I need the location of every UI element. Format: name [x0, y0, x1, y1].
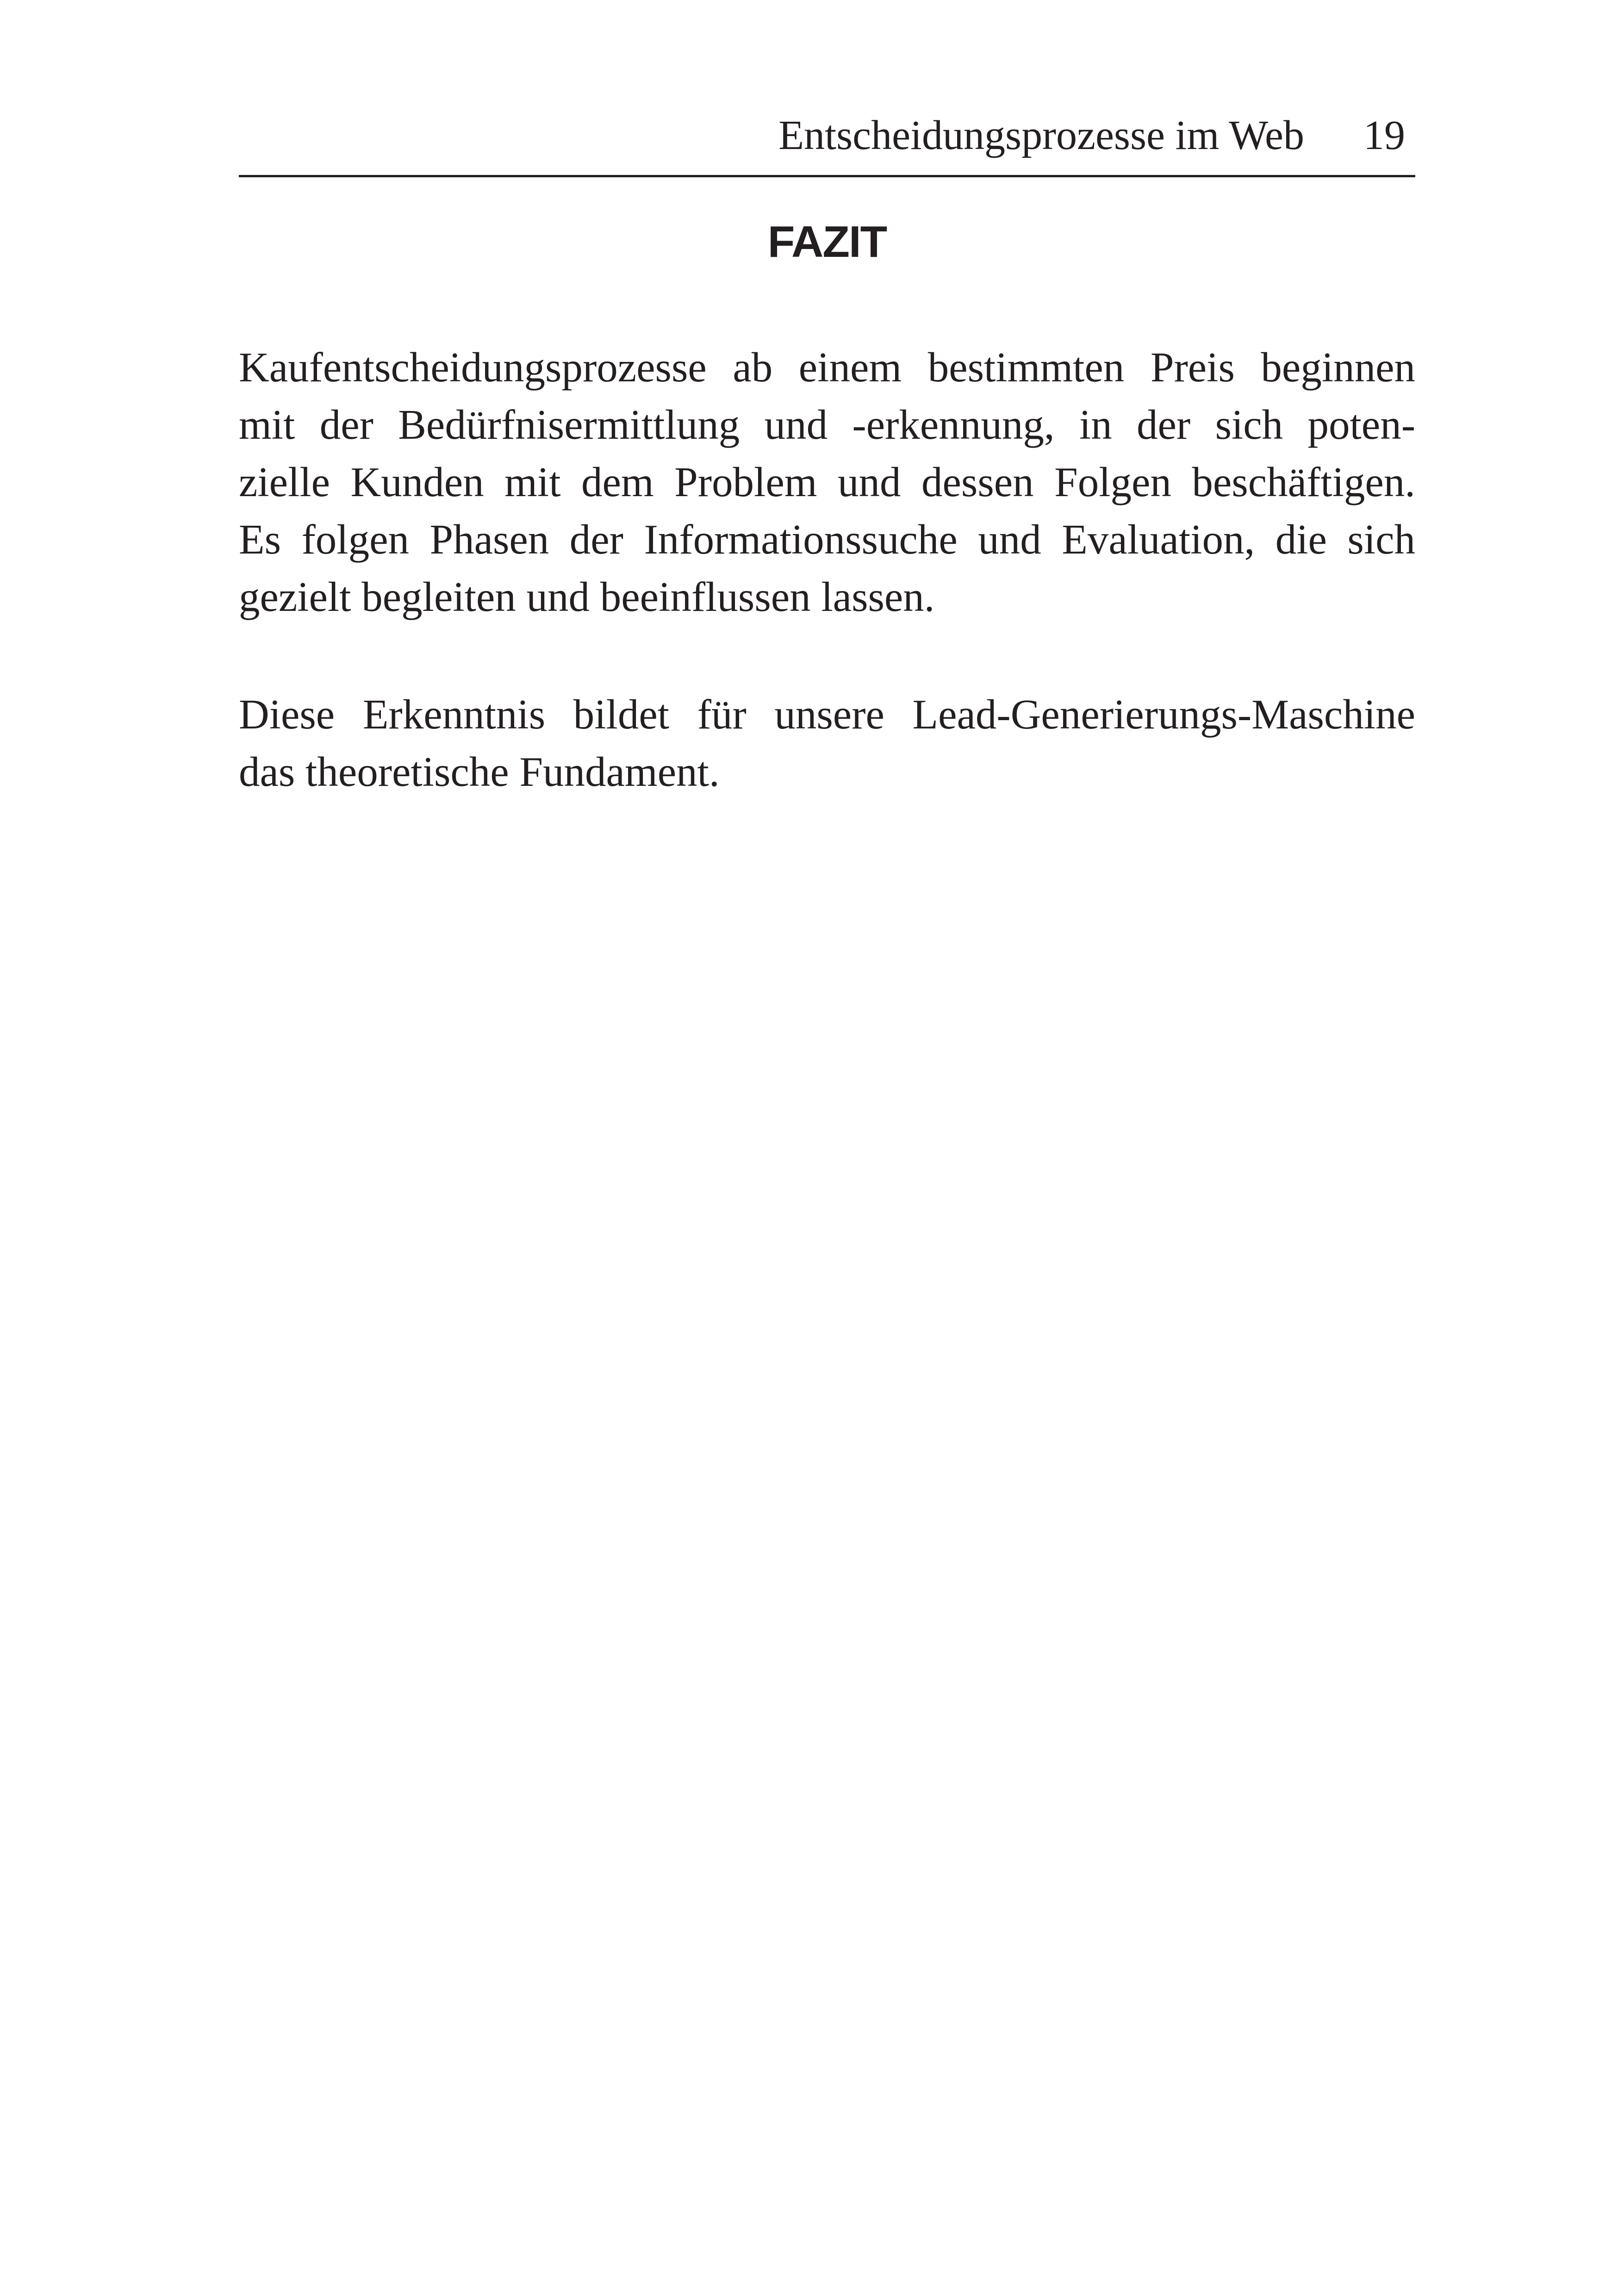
paragraph-line: Diese Erkenntnis bildet für unsere Lead-Generierungs-Maschine	[239, 691, 1415, 738]
paragraph-2	[239, 686, 1415, 801]
paragraph-line: Es folgen Phasen der Informationssuche und Evaluation, die sich	[239, 516, 1415, 563]
page-number: 19	[1363, 112, 1405, 158]
running-header	[239, 106, 1415, 177]
paragraph-line: Kaufentscheidungsprozesse ab einem bestimmten Preis beginnen	[239, 344, 1415, 391]
paragraph-line: mit der Bedürfnisermittlung und -erkennung, in der sich poten-	[239, 401, 1415, 448]
paragraph-line: zielle Kunden mit dem Problem und dessen Folgen beschäftigen.	[239, 459, 1415, 505]
paragraph-line: das theoretische Fundament.	[239, 748, 720, 795]
paragraph-line: gezielt begleiten und beeinflussen lassen.	[239, 573, 935, 620]
section-heading: FAZIT	[767, 217, 887, 267]
running-header-title: Entscheidungsprozesse im Web	[778, 112, 1304, 158]
paragraph-1	[239, 339, 1415, 626]
